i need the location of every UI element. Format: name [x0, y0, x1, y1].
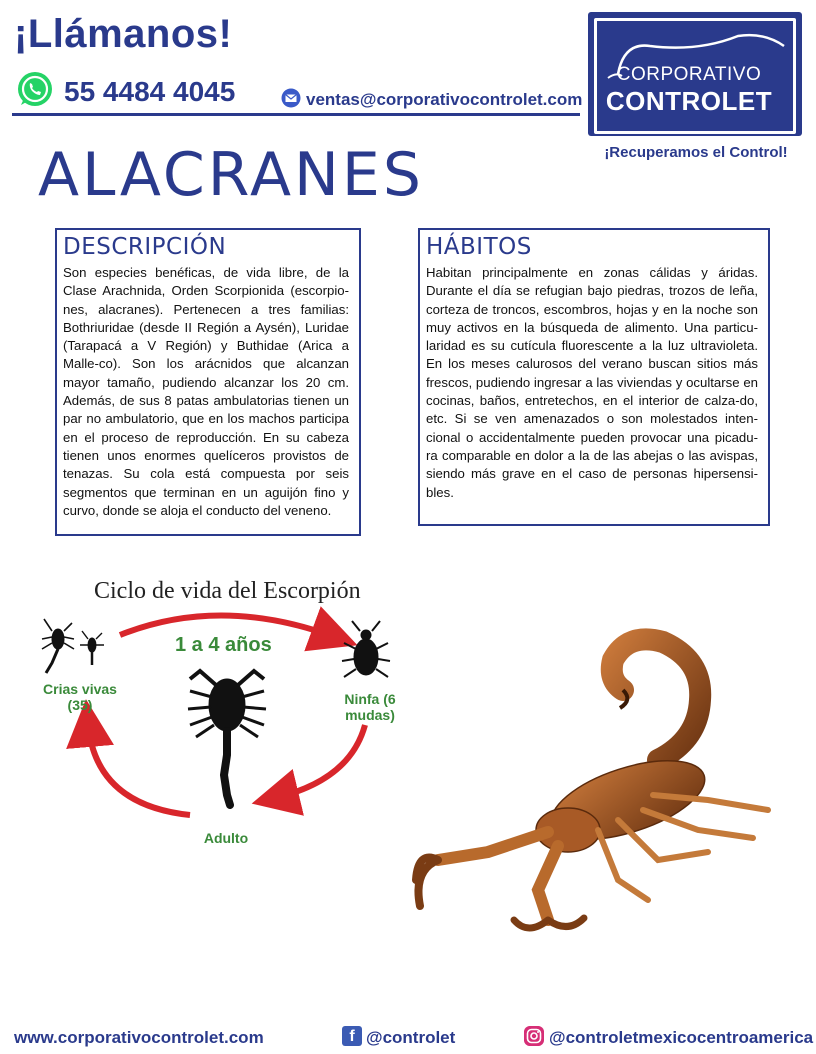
adult-scorpion-icon	[188, 671, 266, 805]
logo-text-controlet: CONTROLET	[605, 86, 773, 116]
arrow-nymph-to-adult	[275, 725, 365, 798]
facebook-handle[interactable]: @controlet	[366, 1028, 456, 1047]
nymph-icon	[342, 621, 390, 677]
habits-heading: HÁBITOS	[426, 234, 532, 260]
email-link[interactable]: ventas@corporativocontrolet.com	[306, 90, 583, 109]
arrow-adult-to-young	[88, 723, 190, 815]
instagram-icon	[524, 1026, 544, 1046]
habits-box	[418, 228, 770, 526]
slogan: ¡Recuperamos el Control!	[604, 144, 788, 161]
habits-text: Habitan principalmente en zonas cálidas y áridas. Durante el día se refugian bajo piedras, trozos de leña, corteza de troncos, escombros, hojas y en la noche son muy activos en la búsqueda de alimento. Una particu-laridad es su cutícula fluorescente a la luz ultravioleta. En los meses calurosos del verano buscan sitios más frescos, pudiendo ingresar a las viviendas y ocultarse en cocinas, baños, entretechos, en el interior de calza-do, etc. Si se ven amenazados o son molestados inten-cional o accidentalmente pueden provocar una picadu-ra comparable en dolor a la de las abejas o las avispas, siendo más grave en el caso de personas hipersensi-bles.	[426, 265, 758, 500]
page-title: ALACRANES	[38, 140, 424, 210]
logo-text-corporativo: CORPORATIVO	[616, 64, 762, 85]
stage-adult-label: Adulto	[203, 830, 249, 846]
company-logo	[588, 12, 802, 136]
whatsapp-icon	[16, 70, 54, 108]
cycle-duration: 1 a 4 años	[175, 634, 272, 656]
instagram-handle[interactable]: @controletmexicocentroamerica	[549, 1028, 814, 1047]
life-cycle-title: Ciclo de vida del Escorpión	[94, 578, 361, 604]
description-heading: DESCRIPCIÓN	[63, 234, 227, 260]
description-text: Son especies benéficas, de vida libre, de la Clase Arachnida, Orden Scorpionida (escorpio-nes, alacranes). Pertenecen a tres familias: Bothriuridae (desde II Región a Aysén), Luridae (Tarapacá a V Región) y Buthidae (Arica a Malle-co). Son los arácnidos que alcanzan mayor tamaño, pudiendo alcanzar los 20 cm. Además, de sus 8 patas ambulatorias tienen un par no ambulatorio, que en los machos participa en el proceso de reproducción. En su cabeza tienen unos enormes quelíceros provistos de tenazas. Su cola está compuesta por seis segmentos que terminan en un aguijón fino y curvo, donde se aloja el conducto del veneno.	[63, 265, 349, 518]
description-box	[55, 228, 361, 536]
stage-young-label: Crias vivas (35)	[43, 681, 117, 713]
mail-icon	[281, 88, 301, 108]
facebook-icon: f	[342, 1026, 362, 1046]
phone-number[interactable]: 55 4484 4045	[64, 76, 236, 107]
stage-nymph-label: Ninfa (6 mudas)	[344, 691, 396, 723]
scorpion-photo	[408, 620, 788, 940]
young-scorpion-icon	[42, 619, 104, 673]
website-link[interactable]: www.corporativocontrolet.com	[14, 1028, 264, 1047]
header-divider	[12, 113, 580, 116]
call-title: ¡Llámanos!	[14, 12, 233, 56]
